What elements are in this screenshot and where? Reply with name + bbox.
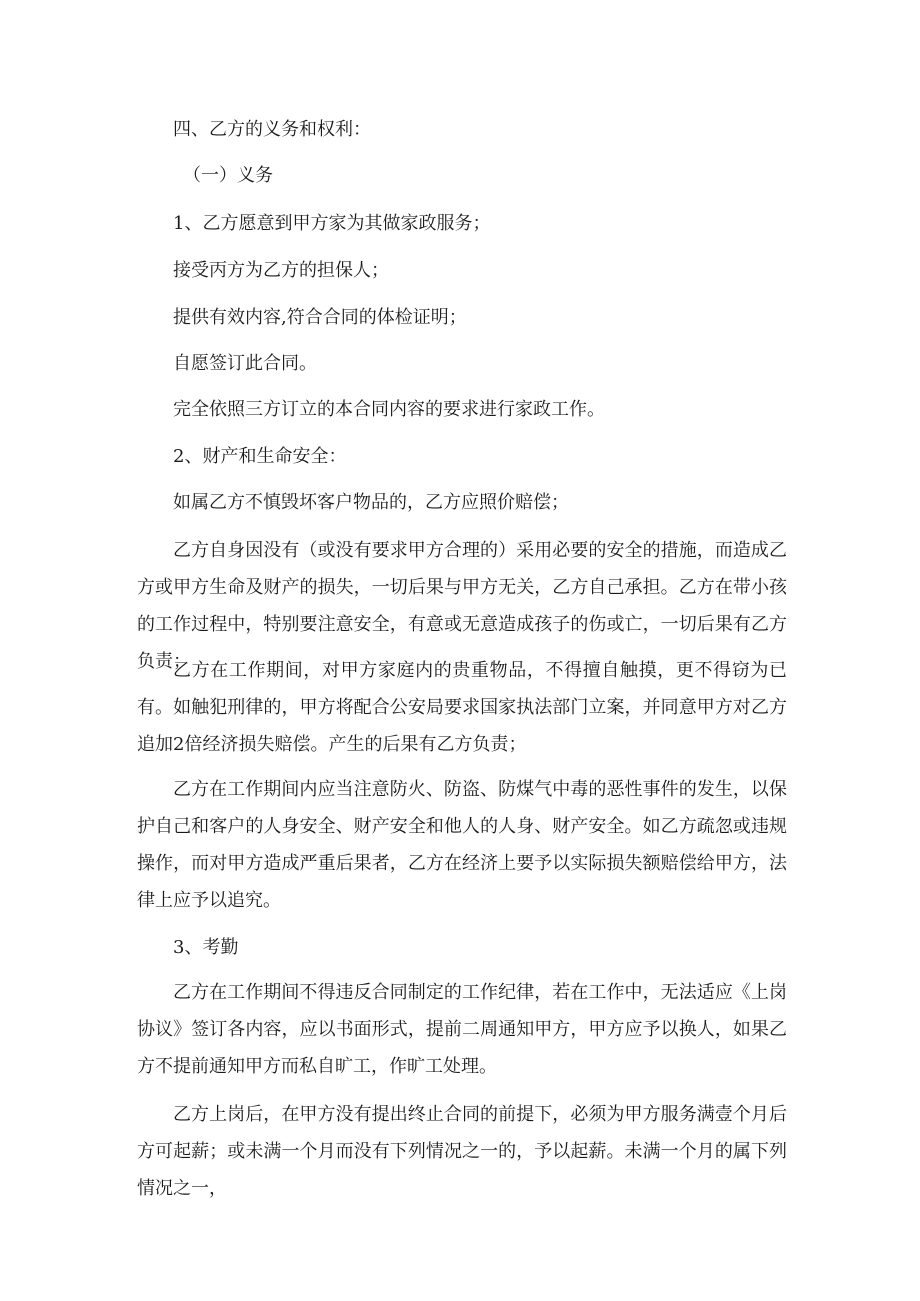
body-paragraph: 乙方在工作期间内应当注意防火、防盗、防煤气中毒的恶性事件的发生，以保护自己和客户的人身安全、财产安全和他人的人身、财产安全。如乙方疏忽或违规操作，而对甲方造成严重后果者，乙方在经济上要予以实际损失额赔偿给甲方，法律上应予以追究。 — [137, 779, 787, 911]
body-paragraph: 乙方在工作期间不得违反合同制定的工作纪律，若在工作中，无法适应《上岗协议》签订各内容，应以书面形式，提前二周通知甲方，甲方应予以换人，如果乙方不提前通知甲方而私自旷工，作旷工处理。 — [137, 982, 787, 1077]
subheading-duties: （一）义务 — [183, 165, 273, 186]
item2-title: 2、财产和生命安全： — [173, 446, 347, 467]
item1-line: 接受丙方为乙方的担保人； — [173, 260, 389, 281]
item1-title: 1、乙方愿意到甲方家为其做家政服务； — [173, 213, 491, 234]
body-paragraph: 乙方自身因没有（或没有要求甲方合理的）采用必要的安全的措施，而造成乙方或甲方生命及财产的损失，一切后果与甲方无关，乙方自己承担。乙方在带小孩的工作过程中，特别要注意安全，有意或无意造成孩子的伤或亡，一切后果有乙方负责； — [137, 540, 787, 672]
item1-line: 提供有效内容,符合合同的体检证明； — [173, 307, 467, 328]
item3-title: 3、考勤 — [173, 937, 239, 958]
item1-line: 自愿签订此合同。 — [173, 353, 317, 374]
section-heading: 四、乙方的义务和权利： — [173, 119, 371, 140]
item1-line: 完全依照三方订立的本合同内容的要求进行家政工作。 — [173, 399, 605, 420]
body-paragraph: 乙方在工作期间，对甲方家庭内的贵重物品，不得擅自触摸，更不得窃为已有。如触犯刑律的，甲方将配合公安局要求国家执法部门立案，并同意甲方对乙方追加2倍经济损失赔偿。产生的后果有乙方负责； — [137, 660, 787, 755]
item2-line: 如属乙方不慎毁坏客户物品的，乙方应照价赔偿； — [173, 492, 569, 513]
body-paragraph: 乙方上岗后，在甲方没有提出终止合同的前提下，必须为甲方服务满壹个月后方可起薪；或未满一个月而没有下列情况之一的，予以起薪。未满一个月的属下列情况之一， — [137, 1104, 787, 1199]
